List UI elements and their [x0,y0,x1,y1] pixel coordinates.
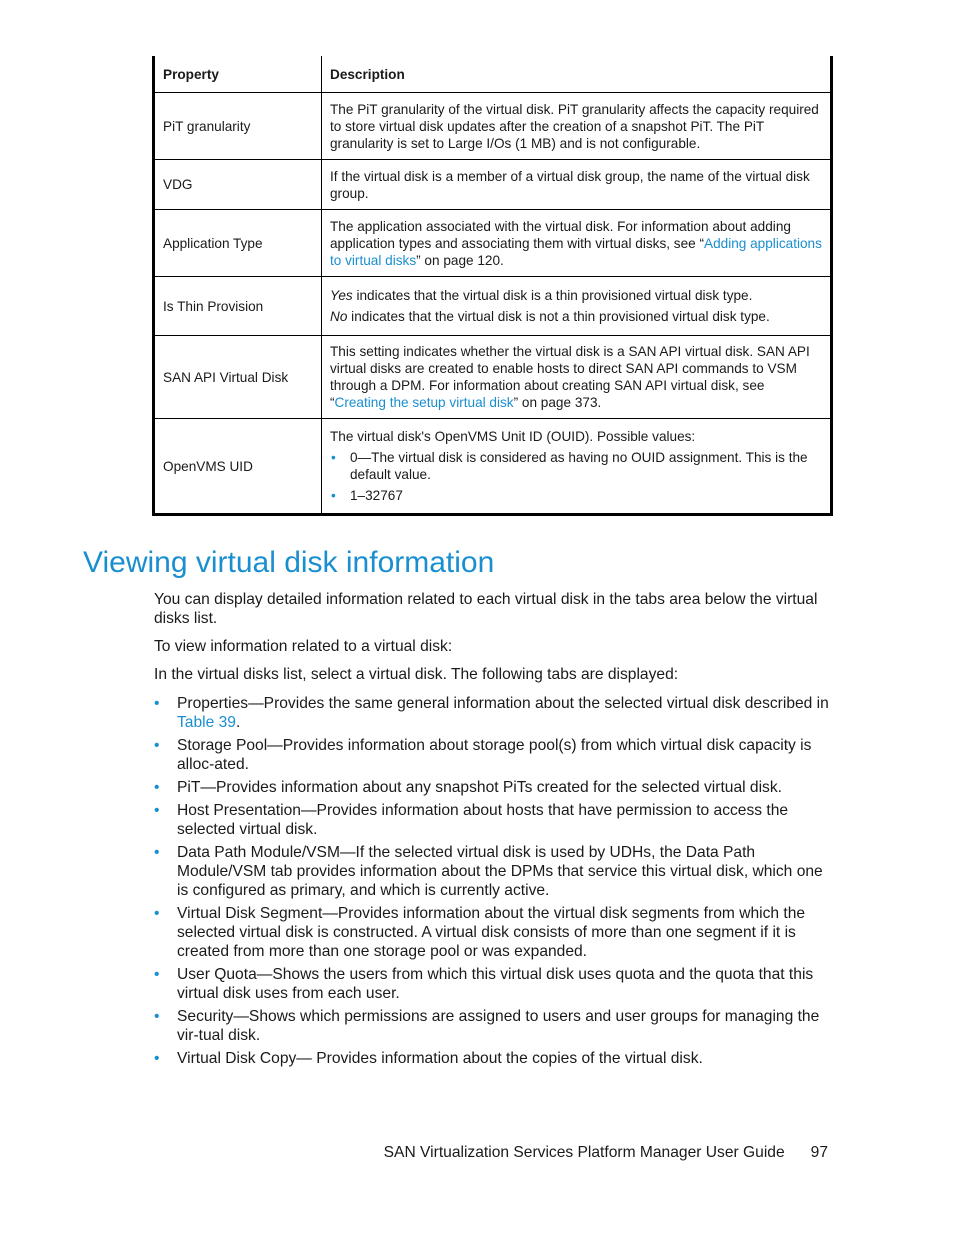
adding-applications-link[interactable]: Adding applications to virtual disks [330,235,822,268]
property-description: The PiT granularity of the virtual disk. PiT granularity affects the capacity required to store virtual disk updates after the creation of a snapshot PiT. The PiT granularity is set to Large I/Os (1 MB) and is not configurable. [322,93,832,160]
paragraph: You can display detailed information related to each virtual disk in the tabs area below the virtual disks list. [154,591,818,627]
list-item: • Storage Pool—Provides information about storage pool(s) from which virtual disk capacity is alloc-ated. [154,736,830,774]
section-body [154,590,830,1072]
list-item: • PiT—Provides information about any snapshot PiTs created for the selected virtual disk. [154,778,830,797]
list-item: • 0—The virtual disk is considered as having no OUID assignment. This is the default value. [350,449,824,483]
property-name: SAN API Virtual Disk [154,336,322,419]
creating-setup-virtual-disk-link[interactable]: Creating the setup virtual disk [334,395,514,410]
list-item: • Virtual Disk Copy— Provides information about the copies of the virtual disk. [154,1049,830,1068]
yes-keyword: Yes [330,288,353,303]
property-description [322,210,832,277]
paragraph: In the virtual disks list, select a virtual disk. The following tabs are displayed: [154,666,679,683]
page-footer [380,1143,828,1163]
ouid-values-list [330,449,824,504]
no-explanation: indicates that the virtual disk is not a thin provisioned virtual disk type. [347,309,770,324]
property-table [152,56,833,516]
tabs-bullet-list [154,694,830,1068]
table-39-link[interactable]: Table 39 [177,714,236,731]
property-description [322,277,832,336]
description-text: ” on page 120. [416,252,504,268]
list-item: • User Quota—Shows the users from which this virtual disk uses quota and the quota that this virtual disk uses from each user. [154,965,830,1003]
paragraph: To view information related to a virtual disk: [154,638,453,655]
property-name: Is Thin Provision [154,277,322,336]
bullet-text: . [235,714,241,731]
property-name: Application Type [154,210,322,277]
column-header-property: Property [154,56,322,93]
description-text: The application associated with the virtual disk. For information about adding application types and associating them with virtual disks, see “ [330,218,791,251]
footer-title: SAN Virtualization Services Platform Manager User Guide [383,1144,785,1161]
list-item: • 1–32767 [350,487,824,504]
table-header-row [154,56,832,93]
property-name: VDG [154,160,322,210]
property-description [322,419,832,515]
table-row [154,93,832,160]
list-item [154,694,830,732]
yes-value-line [330,287,824,304]
property-name: PiT granularity [154,93,322,160]
list-item: • Security—Shows which permissions are assigned to users and user groups for managing the vir-tual disk. [154,1007,830,1045]
no-keyword: No [330,309,348,324]
property-description [322,336,832,419]
no-value-line [330,308,824,325]
page-number: 97 [810,1144,828,1161]
table-row [154,419,832,515]
ouid-intro: The virtual disk's OpenVMS Unit ID (OUID). Possible values: [330,429,696,444]
list-item: • Data Path Module/VSM—If the selected virtual disk is used by UDHs, the Data Path Module/VSM tab provides information about the DPMs that service this virtual disk, which one is configured as primary, and which is currently active. [154,843,830,900]
list-item: • Virtual Disk Segment—Provides information about the virtual disk segments from which the selected virtual disk is constructed. A virtual disk consists of more than one segment if it is created from more than one storage pool or was expanded. [154,904,830,961]
description-text: ” on page 373. [513,395,602,410]
yes-explanation: indicates that the virtual disk is a thin provisioned virtual disk type. [352,288,753,303]
description-text: This setting indicates whether the virtual disk is a SAN API virtual disk. SAN API virtual disks are created to enable hosts to direct SAN API commands to VSM through a DPM. For information about creating SAN API virtual disk, see “ [330,344,810,410]
bullet-text: Properties—Provides the same general information about the selected virtual disk described in [177,695,829,712]
table-row [154,277,832,336]
table-row [154,210,832,277]
table-row [154,336,832,419]
column-header-description: Description [322,56,832,93]
section-title: Viewing virtual disk information [83,546,495,579]
property-description: If the virtual disk is a member of a virtual disk group, the name of the virtual disk group. [322,160,832,210]
list-item: • Host Presentation—Provides information about hosts that have permission to access the selected virtual disk. [154,801,830,839]
property-name: OpenVMS UID [154,419,322,515]
table-row [154,160,832,210]
